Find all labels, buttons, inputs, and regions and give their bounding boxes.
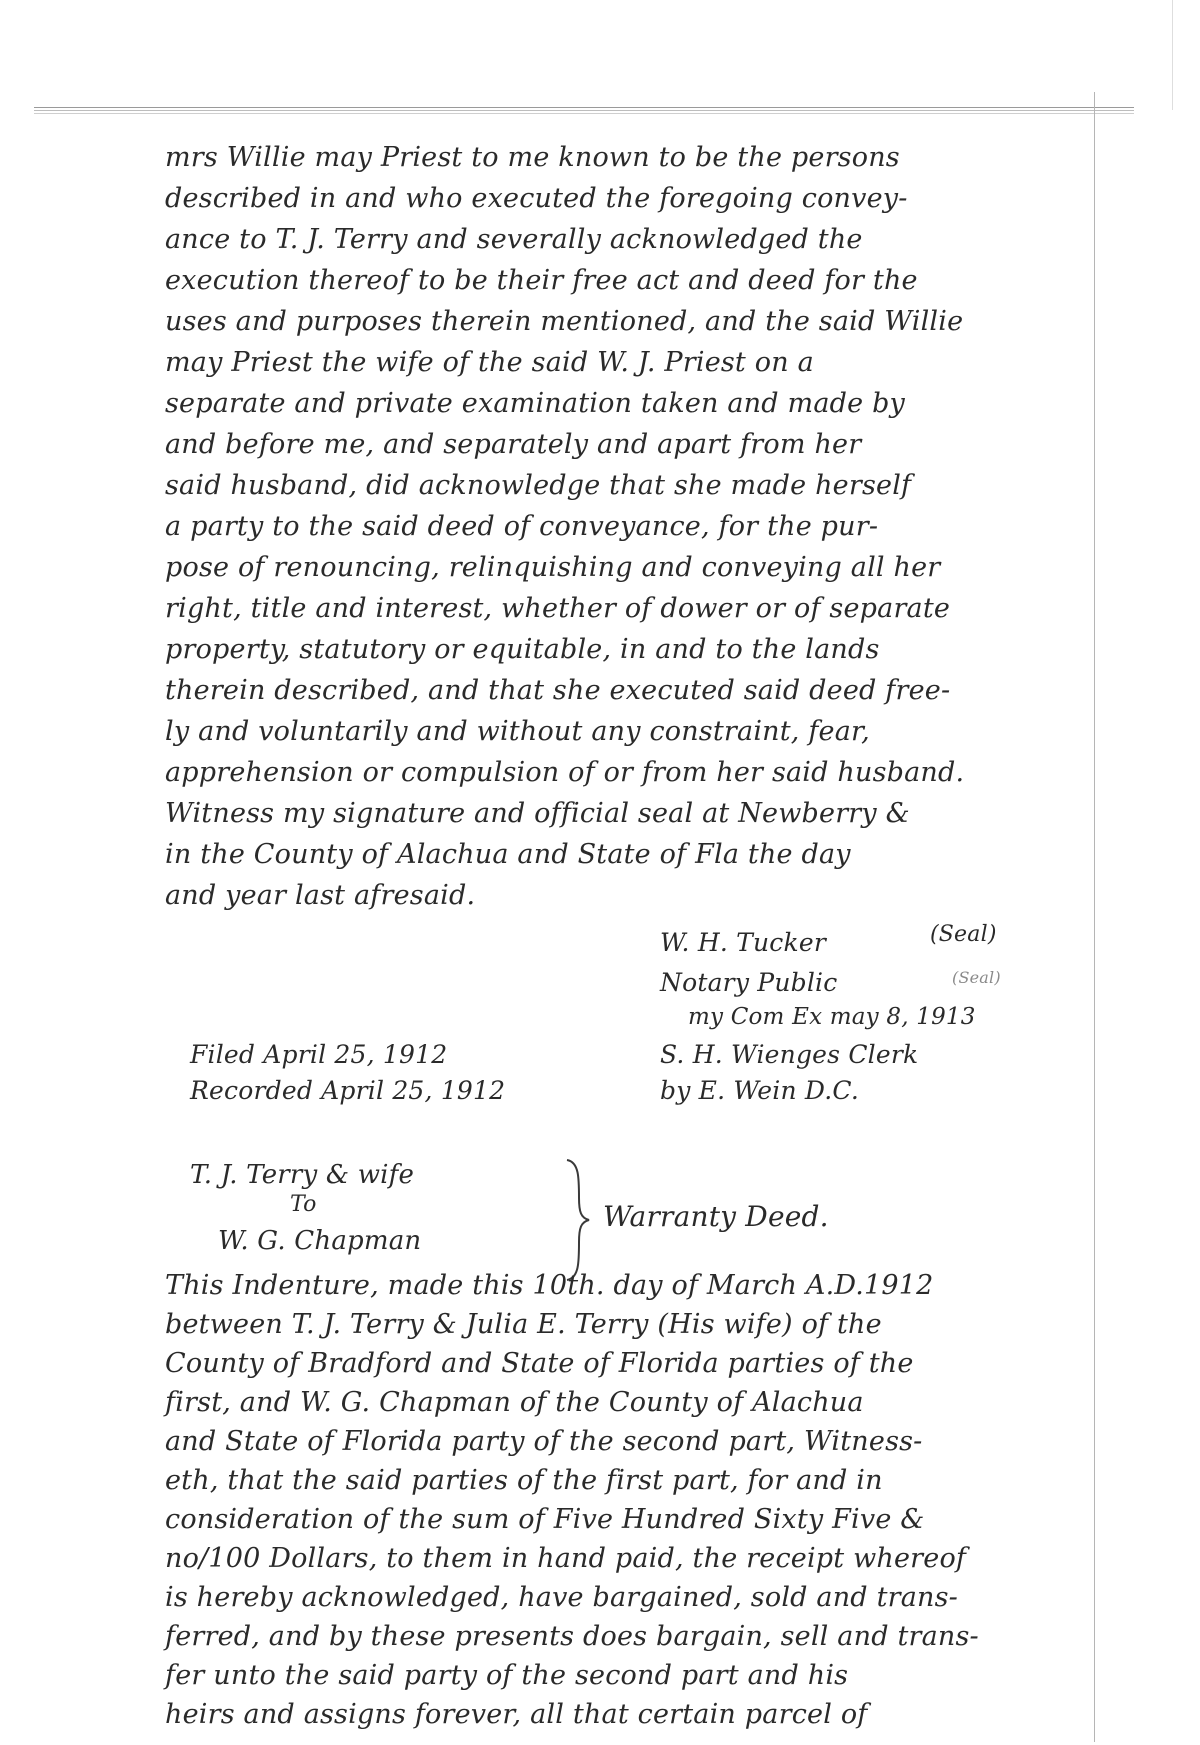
indenture-line: and State of Florida party of the second part, Witness- (165, 1426, 923, 1457)
notary-seal-mark: (Seal) (952, 968, 1001, 987)
indenture-line: consideration of the sum of Five Hundred Sixty Five & (165, 1504, 925, 1535)
indenture-line: ferred, and by these presents does bargain, sell and trans- (165, 1621, 979, 1652)
acknowledgment-line: mrs Willie may Priest to me known to be the persons (165, 142, 900, 173)
deed-title: Warranty Deed. (603, 1200, 829, 1233)
acknowledgment-line: in the County of Alachua and State of Fla the day (165, 839, 851, 870)
indenture-line: no/100 Dollars, to them in hand paid, the receipt whereof (165, 1543, 967, 1574)
acknowledgment-line: may Priest the wife of the said W. J. Priest on a (165, 347, 814, 378)
top-rule-line (34, 107, 1134, 108)
acknowledgment-line: property, statutory or equitable, in and to the lands (165, 634, 880, 665)
indenture-line: fer unto the said party of the second part and his (165, 1660, 849, 1691)
acknowledgment-line: ance to T. J. Terry and severally acknowledged the (165, 224, 863, 255)
indenture-line: This Indenture, made this 10th. day of March A.D.1912 (165, 1270, 934, 1301)
acknowledgment-line: apprehension or compulsion of or from her said husband. (165, 757, 965, 788)
acknowledgment-line: right, title and interest, whether of dower or of separate (165, 593, 951, 624)
commission-expiry: my Com Ex may 8, 1913 (688, 1004, 976, 1030)
clerk-signature: S. H. Wienges Clerk (660, 1040, 919, 1069)
indenture-line: is hereby acknowledged, have bargained, sold and trans- (165, 1582, 958, 1613)
acknowledgment-line: a party to the said deed of conveyance, for the pur- (165, 511, 879, 542)
acknowledgment-line: described in and who executed the foregoing convey- (165, 183, 908, 214)
right-margin-line (1094, 92, 1095, 1742)
notary-name: W. H. Tucker (660, 928, 826, 957)
grantor-to-grantee: To (290, 1192, 317, 1217)
acknowledgment-line: separate and private examination taken and made by (165, 388, 906, 419)
acknowledgment-line: therein described, and that she executed said deed free- (165, 675, 951, 706)
recorded-date: Recorded April 25, 1912 (190, 1076, 506, 1105)
grantor-name: T. J. Terry & wife (190, 1160, 415, 1190)
page-edge-line (1172, 0, 1173, 110)
indenture-line: eth, that the said parties of the first part, for and in (165, 1465, 883, 1496)
brace-icon (563, 1158, 593, 1282)
acknowledgment-line: said husband, did acknowledge that she made herself (165, 470, 912, 501)
top-rule-line (34, 110, 1134, 111)
indenture-line: heirs and assigns forever, all that certain parcel of (165, 1699, 868, 1730)
acknowledgment-line: pose of renouncing, relinquishing and conveying all her (165, 552, 941, 583)
grantee-name: W. G. Chapman (218, 1226, 422, 1256)
notary-title: Notary Public (660, 968, 838, 997)
indenture-line: County of Bradford and State of Florida parties of the (165, 1348, 914, 1379)
indenture-line: between T. J. Terry & Julia E. Terry (His wife) of the (165, 1309, 882, 1340)
seal-label: (Seal) (930, 922, 997, 947)
top-rule-line (34, 113, 1134, 114)
acknowledgment-line: and year last afresaid. (165, 880, 476, 911)
acknowledgment-line: Witness my signature and official seal at Newberry & (165, 798, 910, 829)
acknowledgment-line: uses and purposes therein mentioned, and the said Willie (165, 306, 964, 337)
filed-date: Filed April 25, 1912 (190, 1040, 448, 1069)
deputy-clerk-signature: by E. Wein D.C. (660, 1076, 859, 1105)
acknowledgment-line: and before me, and separately and apart from her (165, 429, 862, 460)
acknowledgment-line: ly and voluntarily and without any constraint, fear, (165, 716, 870, 747)
acknowledgment-line: execution thereof to be their free act and deed for the (165, 265, 918, 296)
indenture-line: first, and W. G. Chapman of the County of Alachua (165, 1387, 864, 1418)
